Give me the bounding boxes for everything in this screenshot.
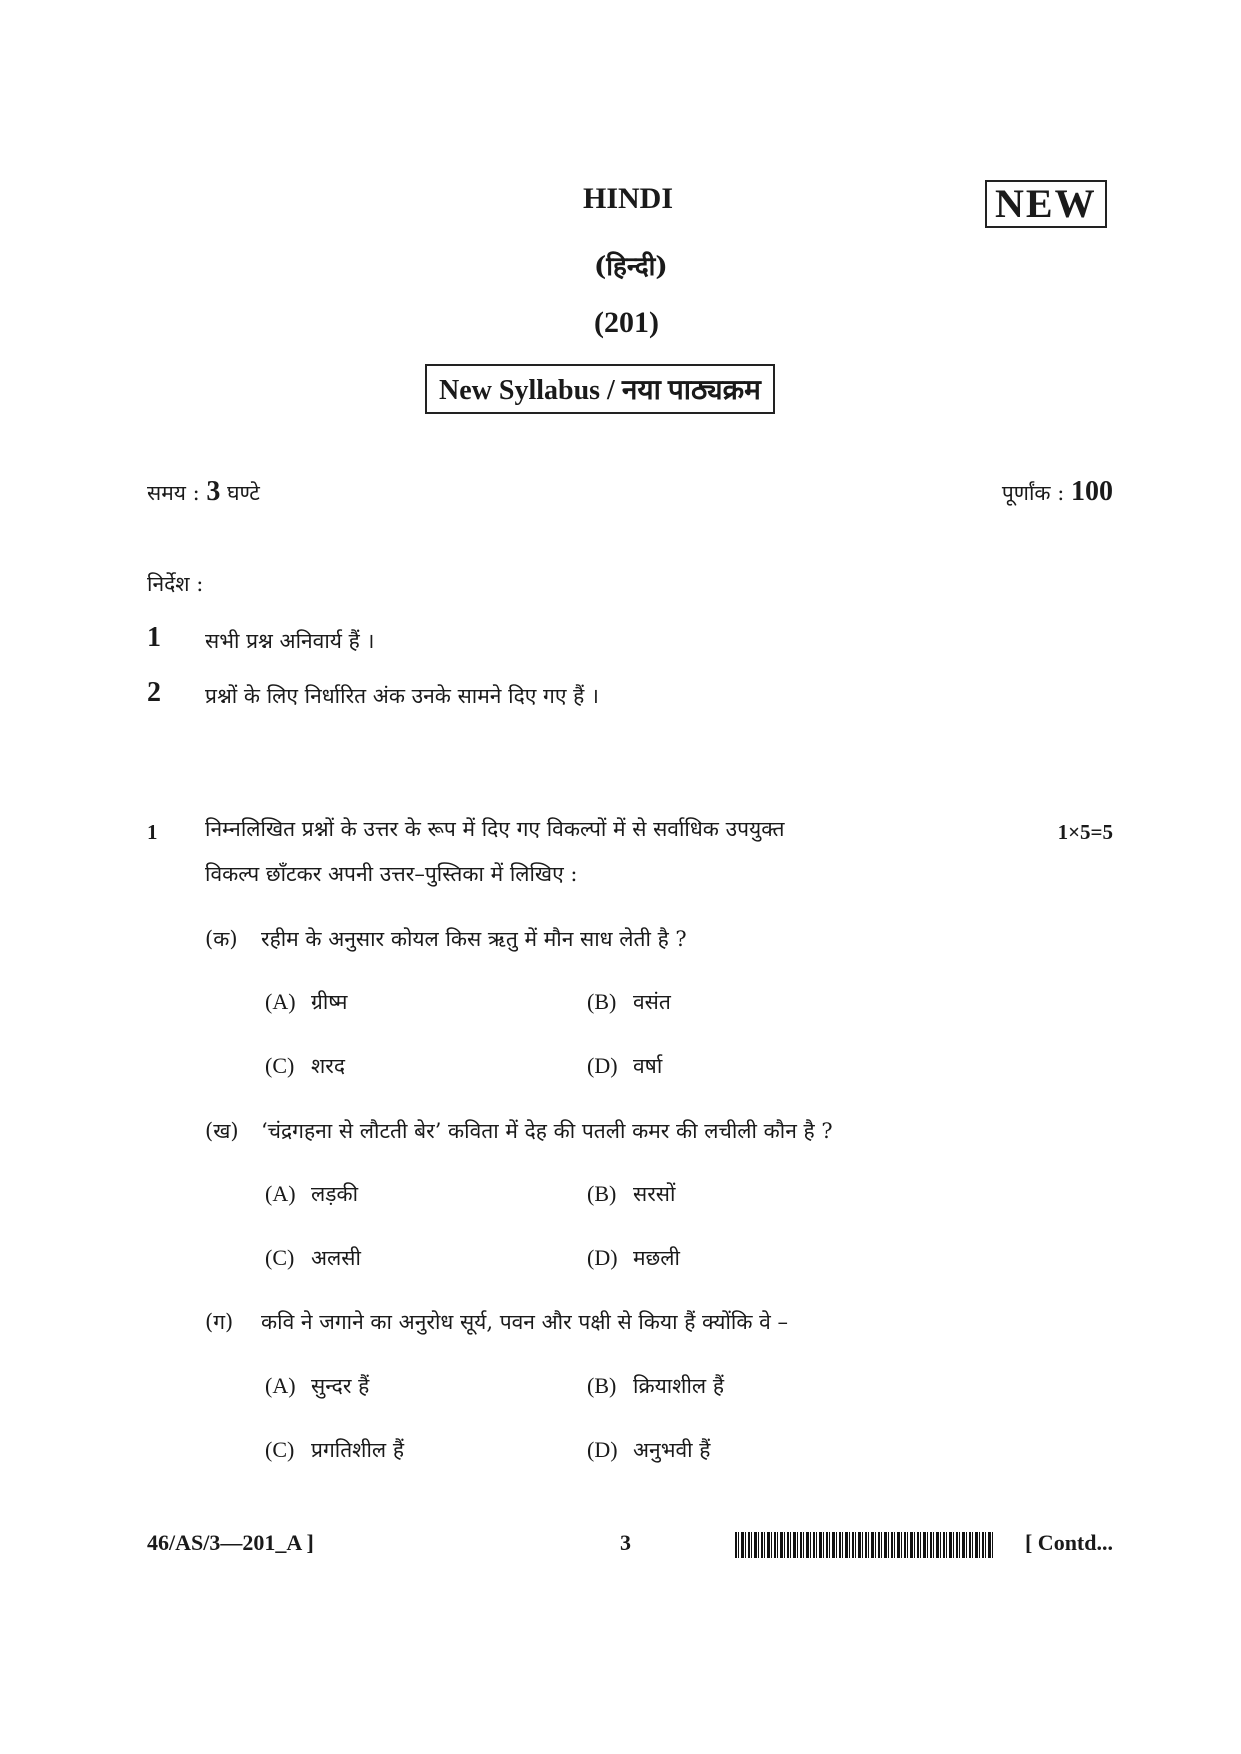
direction-text: सभी प्रश्न अनिवार्य हैं । <box>205 629 375 653</box>
question-line: विकल्प छाँटकर अपनी उत्तर–पुस्तिका में लिखिए : <box>205 862 578 886</box>
option-text: शरद <box>311 1054 346 1078</box>
page-number: 3 <box>620 1530 631 1555</box>
option <box>265 988 347 1016</box>
option <box>587 1436 710 1464</box>
question-text <box>205 807 975 897</box>
option-label: (A) <box>265 1181 296 1206</box>
time-label: समय : <box>147 481 200 505</box>
sub-question <box>205 1308 788 1336</box>
subject-title: HINDI <box>583 182 674 215</box>
option-label: (A) <box>265 1373 296 1398</box>
option <box>587 988 671 1016</box>
option-text: ग्रीष्म <box>311 990 348 1014</box>
option-text: वर्षा <box>633 1054 663 1078</box>
option-label: (C) <box>265 1053 295 1078</box>
direction-number: 1 <box>147 622 161 653</box>
sub-question-label: (ख) <box>205 1119 239 1143</box>
option-text: वसंत <box>633 990 671 1014</box>
sub-question-text: ‘चंद्रगहना से लौटती बेर’ कविता में देह की पतली कमर की लचीली कौन है ? <box>261 1119 833 1143</box>
option-label: (D) <box>587 1245 618 1270</box>
marks-value: 100 <box>1071 476 1113 507</box>
question-marks: 1×5=5 <box>1057 820 1113 844</box>
new-badge: NEW <box>985 180 1107 228</box>
option-label: (C) <box>265 1437 295 1462</box>
option-text: क्रियाशील हैं <box>633 1374 724 1398</box>
subject-code: (201) <box>594 306 659 339</box>
time-value: 3 <box>206 476 221 507</box>
max-marks <box>1002 476 1113 508</box>
syllabus-box: New Syllabus / नया पाठ्यक्रम <box>425 364 775 414</box>
question-line: निम्नलिखित प्रश्नों के उत्तर के रूप में दिए गए विकल्पों में से सर्वाधिक उपयुक्त <box>205 817 785 841</box>
option-label: (B) <box>587 1181 617 1206</box>
option-label: (A) <box>265 989 296 1014</box>
option <box>587 1052 662 1080</box>
time-allowed <box>147 476 260 508</box>
option-label: (D) <box>587 1437 618 1462</box>
barcode <box>735 1532 993 1558</box>
option-text: सुन्दर हैं <box>311 1374 370 1398</box>
contd-label: [ Contd... <box>1024 1530 1113 1555</box>
sub-question-label: (क) <box>205 927 238 951</box>
option <box>587 1244 680 1272</box>
option <box>587 1180 675 1208</box>
option <box>265 1180 358 1208</box>
option <box>265 1052 345 1080</box>
paper-code: 46/AS/3—201_A ] <box>147 1530 314 1555</box>
subject-hindi: (हिन्दी) <box>594 252 668 282</box>
option-label: (C) <box>265 1245 295 1270</box>
sub-question <box>205 925 687 953</box>
option-text: लड़की <box>311 1182 359 1206</box>
option-text: मछली <box>633 1246 680 1270</box>
direction-text: प्रश्नों के लिए निर्धारित अंक उनके सामने दिए गए हैं । <box>205 684 599 708</box>
option-label: (D) <box>587 1053 618 1078</box>
option <box>265 1372 369 1400</box>
option-text: सरसों <box>633 1182 676 1206</box>
marks-label: पूर्णांक : <box>1001 481 1065 505</box>
sub-question-label: (ग) <box>205 1310 234 1334</box>
sub-question <box>205 1117 833 1145</box>
directions-heading: निर्देश : <box>147 572 204 596</box>
direction-number: 2 <box>147 677 161 708</box>
question-number: 1 <box>147 820 158 844</box>
sub-question-text: रहीम के अनुसार कोयल किस ऋतु में मौन साध लेती है ? <box>261 927 687 951</box>
option-text: अलसी <box>311 1246 361 1270</box>
option <box>265 1436 404 1464</box>
time-unit: घण्टे <box>227 481 260 505</box>
option-text: प्रगतिशील हैं <box>311 1438 404 1462</box>
option <box>587 1372 724 1400</box>
option-label: (B) <box>587 989 617 1014</box>
option-label: (B) <box>587 1373 617 1398</box>
sub-question-text: कवि ने जगाने का अनुरोध सूर्य, पवन और पक्षी से किया हैं क्योंकि वे – <box>261 1310 788 1334</box>
option-text: अनुभवी हैं <box>633 1438 711 1462</box>
option <box>265 1244 361 1272</box>
